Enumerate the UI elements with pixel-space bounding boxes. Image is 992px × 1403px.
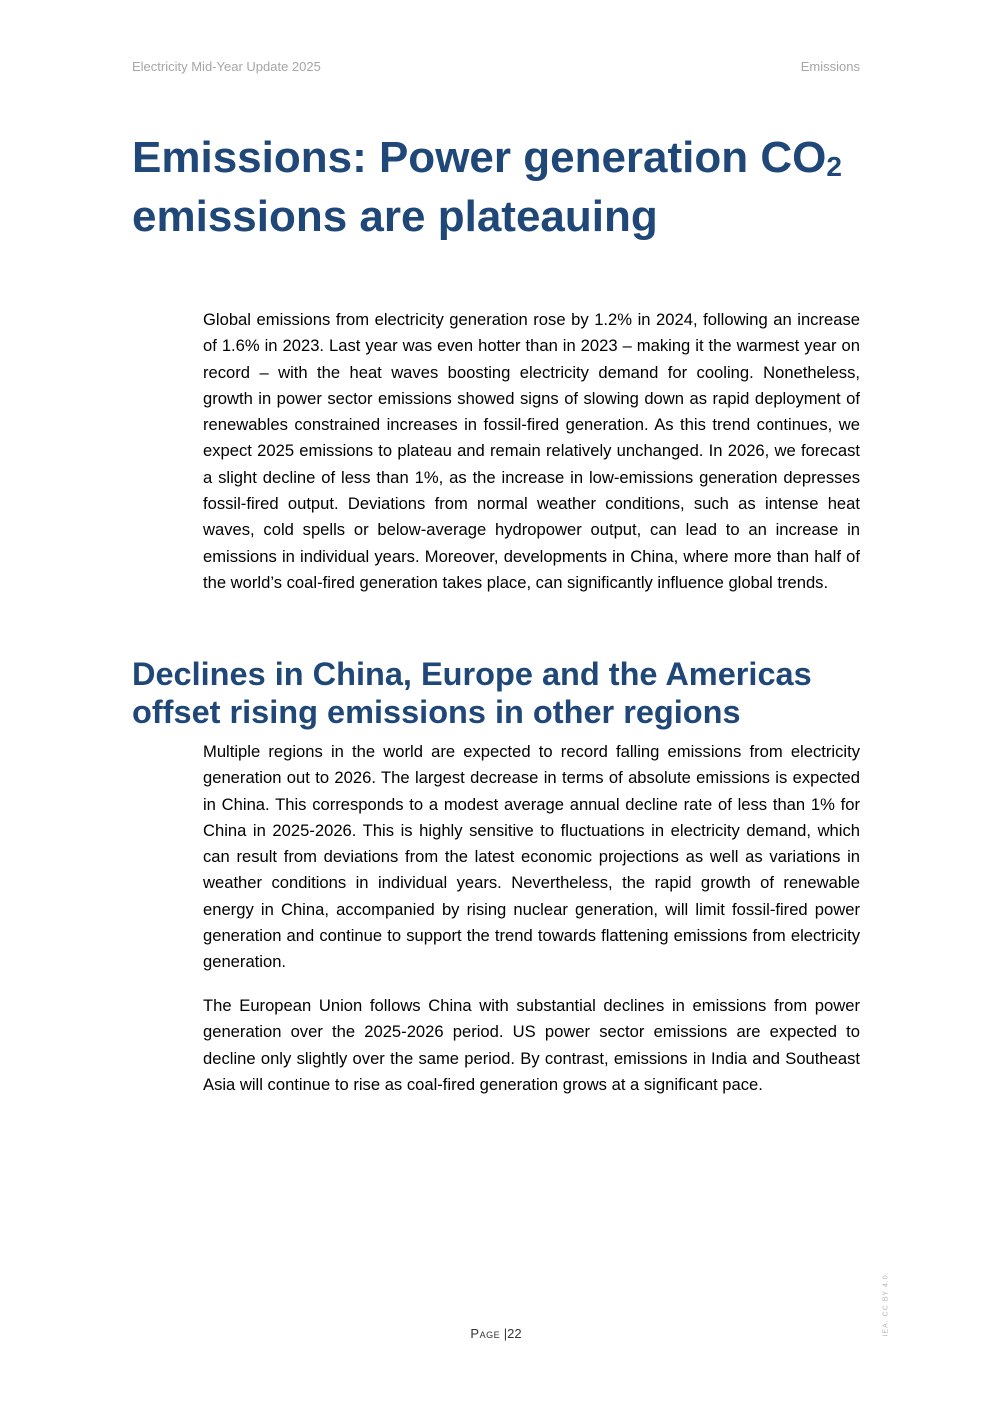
section-paragraph-2: The European Union follows China with substantial declines in emissions from power generation over the 2025-2026 period. US power sector emissions are expected to decline only slightly over the same period. By contrast, emissions in India and Southeast Asia will continue to rise as coal-fired generation grows at a significant pace.	[203, 996, 860, 1094]
title-subscript: 2	[826, 151, 842, 182]
title-line1: Emissions: Power generation CO	[132, 133, 827, 182]
section-paragraph-1: Multiple regions in the world are expected to record falling emissions from electricity generation out to 2026. The largest decrease in terms of absolute emissions is expected in China. This corresponds to a modest average annual decline rate of less than 1% for China in 2025-2026. This is highly sensitive to fluctuations in electricity demand, which can result from deviations from the latest economic projections as well as variations in weather conditions in individual years. Nevertheless, the rapid growth of renewable energy in China, accompanied by rising nuclear generation, will limit fossil-fired power generation and continue to support the trend towards flattening emissions from electricity generation.	[203, 742, 860, 972]
section-heading: Declines in China, Europe and the Americas offset rising emissions in other regions	[132, 656, 812, 730]
license-note: IEA. CC BY 4.0.	[882, 1271, 890, 1337]
intro-paragraph: Global emissions from electricity generation rose by 1.2% in 2024, following an increase of 1.6% in 2023. Last year was even hotter than in 2023 – making it the warmest year on record – with the heat waves boosting electricity demand for cooling. Nonetheless, growth in power sector emissions showed signs of slowing down as rapid deployment of renewables constrained increases in fossil-fired generation. As this trend continues, we expect 2025 emissions to plateau and remain relatively unchanged. In 2026, we forecast a slight decline of less than 1%, as the increase in low-emissions generation depresses fossil-fired output. Deviations from normal weather conditions, such as intense heat waves, cold spells or below-average hydropower output, can lead to an increase in emissions in individual years. Moreover, developments in China, where more than half of the world’s coal-fired generation takes place, can significantly influence global trends.	[203, 310, 860, 592]
page-title	[132, 131, 872, 244]
page-word: Page	[470, 1326, 501, 1341]
title-line2: emissions are plateauing	[132, 192, 658, 241]
section-name: Emissions	[800, 59, 860, 74]
page-number	[0, 1326, 992, 1341]
report-title: Electricity Mid-Year Update 2025	[132, 59, 321, 74]
page-number-value: 22	[507, 1326, 522, 1341]
page-separator: |	[503, 1326, 508, 1341]
